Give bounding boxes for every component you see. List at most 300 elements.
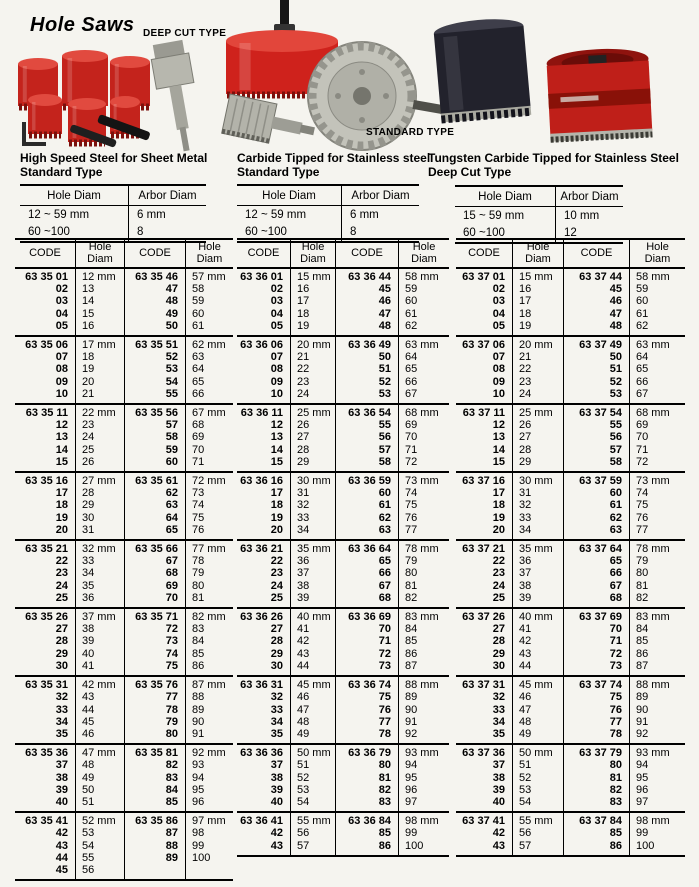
code-cell: 54: [165, 375, 178, 388]
hole-diam-header: [512, 240, 563, 267]
diam-cell: 96: [192, 795, 205, 808]
code-cell: 24: [55, 579, 68, 592]
code-cell: 34: [55, 715, 68, 728]
diam-column: [629, 541, 685, 607]
diam-cell: 31: [82, 523, 95, 536]
diam-cell: 89: [192, 703, 205, 716]
code-column: [335, 337, 398, 403]
diam-cell: 65: [405, 363, 418, 376]
code-cell: 50: [165, 319, 178, 332]
row-block: [15, 607, 233, 675]
spec-header-row: [455, 187, 623, 207]
code-column: [124, 813, 185, 879]
diam-cell: 95: [636, 771, 649, 784]
diam-cell: 93 mm: [636, 747, 670, 760]
code-cell: 63 35 81: [135, 747, 178, 760]
code-cell: 62: [378, 511, 391, 524]
code-column: [124, 677, 185, 743]
code-cell: 77: [165, 691, 178, 704]
code-cell: 57: [165, 419, 178, 432]
code-cell: 42: [492, 827, 505, 840]
code-cell: 63 36 01: [240, 271, 283, 283]
diam-cell: 55 mm: [519, 815, 553, 828]
diam-cell: 48: [82, 759, 95, 772]
code-cell: 53: [165, 363, 178, 376]
diam-cell: 29: [297, 455, 310, 468]
code-cell: 37: [270, 759, 283, 772]
code-cell: 09: [492, 375, 505, 388]
code-cell: 63 37 31: [462, 679, 505, 692]
diam-column: [512, 405, 563, 471]
diam-cell: 26: [297, 419, 310, 432]
diam-word: Diam: [525, 252, 551, 265]
code-cell: 04: [270, 307, 283, 320]
diam-cell: 54: [297, 795, 310, 808]
diam-cell: 93: [192, 759, 205, 772]
diam-cell: 81: [192, 591, 205, 604]
diam-cell: 89: [636, 691, 649, 704]
deep-cut-type-label: DEEP CUT TYPE: [143, 28, 227, 39]
diam-cell: 76: [405, 511, 418, 524]
product-subtitle: Standard Type: [237, 165, 320, 179]
diam-cell: 74: [405, 487, 418, 500]
code-cell: 28: [55, 635, 68, 648]
diam-cell: 20 mm: [297, 339, 331, 352]
diam-cell: 24: [519, 387, 532, 400]
row-block: [237, 811, 449, 855]
code-cell: 38: [492, 771, 505, 784]
diam-cell: 94: [192, 771, 205, 784]
diam-cell: 94: [405, 759, 418, 772]
diam-cell: 73 mm: [636, 475, 670, 488]
code-cell: 70: [165, 591, 178, 604]
diam-cell: 36: [519, 555, 532, 568]
diam-cell: 48: [519, 715, 532, 728]
diam-column: [398, 745, 449, 811]
diam-cell: 44: [82, 703, 95, 716]
diam-cell: 51: [297, 759, 310, 772]
code-cell: 28: [270, 635, 283, 648]
code-cell: 67: [378, 579, 391, 592]
code-cell: 63: [609, 523, 622, 536]
diam-cell: 29: [519, 455, 532, 468]
diam-cell: 26: [82, 455, 95, 468]
diam-cell: 40 mm: [297, 611, 331, 624]
code-cell: 63 35 01: [25, 271, 68, 283]
carbide-tipped-cutter-photo: [222, 94, 318, 152]
code-cell: 76: [378, 703, 391, 716]
red-hole-saw-photo: [546, 47, 653, 142]
diam-cell: 24: [297, 387, 310, 400]
diam-column: [185, 473, 233, 539]
code-cell: 70: [609, 623, 622, 636]
diam-cell: 75: [192, 511, 205, 524]
code-cell: 35: [55, 727, 68, 740]
code-cell: 75: [609, 691, 622, 704]
diam-cell: 58: [192, 283, 205, 296]
diam-cell: 88: [192, 691, 205, 704]
diam-cell: 38: [297, 579, 310, 592]
diam-cell: 39: [297, 591, 310, 604]
spec-table-2: [237, 184, 419, 243]
code-cell: 25: [270, 591, 283, 604]
code-cell: 53: [378, 387, 391, 400]
code-cell: 05: [55, 319, 68, 332]
diam-cell: 72 mm: [192, 475, 226, 488]
row-block: [237, 335, 449, 403]
spec-row: [237, 206, 419, 224]
diam-word: Diam: [411, 252, 437, 265]
diam-cell: 71: [192, 455, 205, 468]
diam-cell: 22: [519, 363, 532, 376]
diam-column: [290, 269, 335, 335]
code-cell: 19: [55, 511, 68, 524]
code-cell: 78: [378, 727, 391, 740]
code-column: [456, 677, 512, 743]
diam-cell: 38: [82, 623, 95, 636]
code-cell: 46: [378, 295, 391, 308]
code-cell: 67: [165, 555, 178, 568]
code-cell: 02: [270, 283, 283, 296]
code-cell: 63: [165, 499, 178, 512]
diam-cell: 38: [519, 579, 532, 592]
code-cell: 80: [378, 759, 391, 772]
diam-cell: 21: [82, 387, 95, 400]
code-cell: 65: [378, 555, 391, 568]
code-cell: 43: [492, 839, 505, 852]
code-column: [237, 473, 290, 539]
product-code-table-3: [456, 238, 685, 857]
code-cell: 78: [165, 703, 178, 716]
spec-header-arbor: Arbor Diam: [341, 186, 419, 205]
code-cell: 44: [55, 851, 68, 864]
code-cell: 19: [270, 511, 283, 524]
code-cell: 68: [165, 567, 178, 580]
code-cell: 03: [270, 295, 283, 308]
code-cell: 63 37 16: [462, 475, 505, 488]
code-cell: 20: [55, 523, 68, 536]
code-cell: 04: [55, 307, 68, 320]
diam-column: [75, 813, 124, 879]
spec-table-1: [20, 184, 206, 243]
spec-header-hole: Hole Diam: [478, 190, 532, 203]
diam-cell: 15 mm: [297, 271, 331, 283]
diam-cell: 31: [519, 487, 532, 500]
diam-cell: 47 mm: [82, 747, 116, 760]
diam-cell: 63: [192, 351, 205, 364]
code-cell: 72: [165, 623, 178, 636]
code-cell: 62: [165, 487, 178, 500]
code-cell: 63 35 66: [135, 543, 178, 556]
code-cell: 69: [165, 579, 178, 592]
code-column: [456, 609, 512, 675]
diam-cell: 83: [192, 623, 205, 636]
code-cell: 63 37 06: [462, 339, 505, 352]
code-column: [15, 813, 75, 879]
diam-cell: 82: [636, 591, 649, 604]
diam-column: [75, 541, 124, 607]
code-column: [335, 473, 398, 539]
diam-column: [512, 813, 563, 855]
diam-cell: 16: [519, 283, 532, 296]
code-cell: 18: [55, 499, 68, 512]
code-cell: 34: [492, 715, 505, 728]
diam-cell: 17: [519, 295, 532, 308]
diam-cell: 42: [297, 635, 310, 648]
diam-cell: 99: [405, 827, 418, 840]
diam-cell: 93 mm: [405, 747, 439, 760]
code-cell: 10: [492, 387, 505, 400]
code-column: [563, 337, 629, 403]
diam-cell: 18: [519, 307, 532, 320]
diam-cell: 61: [636, 307, 649, 320]
diam-cell: 62: [405, 319, 418, 332]
diam-cell: 49: [519, 727, 532, 740]
diam-cell: 16: [82, 319, 95, 332]
code-cell: 63 37 01: [462, 271, 505, 283]
hole-word: Hole: [301, 241, 325, 253]
code-column: [563, 745, 629, 811]
diam-cell: 47: [297, 703, 310, 716]
code-cell: 24: [492, 579, 505, 592]
diam-cell: 86: [636, 647, 649, 660]
code-cell: 46: [609, 295, 622, 308]
code-cell: 63 35 21: [25, 543, 68, 556]
diam-cell: 23: [82, 419, 95, 432]
hole-word: Hole: [646, 241, 669, 253]
diam-column: [629, 609, 685, 675]
code-cell: 03: [492, 295, 505, 308]
code-cell: 63 35 71: [135, 611, 178, 624]
code-cell: 63: [378, 523, 391, 536]
code-column: [124, 541, 185, 607]
code-cell: 37: [55, 759, 68, 772]
code-cell: 02: [55, 283, 68, 296]
table-header-row: [237, 238, 449, 269]
diam-cell: 47: [519, 703, 532, 716]
code-cell: 10: [270, 387, 283, 400]
diam-column: [75, 269, 124, 335]
code-cell: 07: [492, 351, 505, 364]
diam-column: [290, 405, 335, 471]
diam-cell: 30 mm: [297, 475, 331, 488]
diam-cell: 68: [192, 419, 205, 432]
code-cell: 55: [378, 419, 391, 432]
diam-cell: 100: [192, 851, 211, 864]
spec-header-hole: Hole Diam: [262, 189, 316, 202]
code-cell: 75: [165, 659, 178, 672]
code-header: CODE: [247, 246, 280, 259]
diam-cell: 77: [405, 523, 418, 536]
code-cell: 45: [55, 863, 68, 876]
diam-cell: 61: [192, 319, 205, 332]
row-block: [456, 335, 685, 403]
diam-cell: 72: [405, 455, 418, 468]
diam-column: [75, 609, 124, 675]
code-column: [237, 269, 290, 335]
diam-column: [629, 677, 685, 743]
hole-diam-header: [398, 240, 449, 267]
diam-cell: 64: [192, 363, 205, 376]
diam-column: [629, 813, 685, 855]
code-cell: 08: [492, 363, 505, 376]
diam-cell: 92 mm: [192, 747, 226, 760]
code-cell: 71: [378, 635, 391, 648]
code-cell: 78: [609, 727, 622, 740]
code-cell: 63 36 36: [240, 747, 283, 760]
code-cell: 43: [55, 839, 68, 852]
diam-column: [185, 269, 233, 335]
diam-column: [290, 813, 335, 855]
spec-header-row: [20, 186, 206, 206]
code-cell: 63 36 84: [348, 815, 391, 828]
code-cell: 63 35 61: [135, 475, 178, 488]
diam-cell: 90: [405, 703, 418, 716]
diam-cell: 60: [405, 295, 418, 308]
code-cell: 58: [378, 455, 391, 468]
code-cell: 20: [270, 523, 283, 536]
diam-cell: 23: [297, 375, 310, 388]
diam-cell: 68 mm: [636, 407, 670, 420]
diam-cell: 52: [519, 771, 532, 784]
diam-cell: 98 mm: [636, 815, 670, 828]
code-cell: 35: [270, 727, 283, 740]
spec-table-3: [455, 185, 623, 244]
diam-cell: 99: [636, 827, 649, 840]
diam-cell: 55: [82, 851, 95, 864]
diam-cell: 51: [82, 795, 95, 808]
code-cell: 39: [55, 783, 68, 796]
row-block: [456, 471, 685, 539]
diam-cell: 75: [405, 499, 418, 512]
code-column: [15, 745, 75, 811]
diam-cell: 33: [297, 511, 310, 524]
diam-cell: 80: [405, 567, 418, 580]
diam-cell: 36: [82, 591, 95, 604]
row-block: [456, 811, 685, 855]
diam-cell: 35: [82, 579, 95, 592]
product-title: High Speed Steel for Sheet Metal: [20, 151, 208, 165]
code-cell: 45: [378, 283, 391, 296]
diam-column: [398, 405, 449, 471]
diam-cell: 28: [82, 487, 95, 500]
diam-word: Diam: [196, 252, 223, 265]
code-cell: 57: [609, 443, 622, 456]
diam-cell: 58 mm: [405, 271, 439, 283]
diam-cell: 94: [636, 759, 649, 772]
row-block: [237, 607, 449, 675]
code-column: [15, 541, 75, 607]
code-cell: 63 37 64: [579, 543, 622, 556]
code-cell: 63 37 36: [462, 747, 505, 760]
deep-cut-arbor-photo: [149, 39, 206, 152]
code-column: [15, 405, 75, 471]
code-cell: 32: [55, 691, 68, 704]
diam-cell: 48: [297, 715, 310, 728]
spec-hole-value: 12 ~ 59 mm: [245, 209, 307, 221]
diam-cell: 97 mm: [192, 815, 226, 828]
code-cell: 39: [492, 783, 505, 796]
diam-cell: 49: [297, 727, 310, 740]
code-cell: 63 35 16: [25, 475, 68, 488]
main-table: [15, 238, 685, 881]
code-column: [237, 677, 290, 743]
code-column: [124, 609, 185, 675]
diam-cell: 68 mm: [405, 407, 439, 420]
diam-cell: 52 mm: [82, 815, 116, 828]
code-cell: 48: [609, 319, 622, 332]
diam-cell: 20: [82, 375, 95, 388]
code-cell: 20: [492, 523, 505, 536]
diam-column: [185, 337, 233, 403]
code-cell: 63 36 44: [348, 271, 391, 283]
code-cell: 82: [165, 759, 178, 772]
code-column: [124, 745, 185, 811]
code-cell: 12: [270, 419, 283, 432]
code-cell: 63 37 59: [579, 475, 622, 488]
diam-cell: 70: [192, 443, 205, 456]
row-block: [237, 743, 449, 811]
code-cell: 29: [492, 647, 505, 660]
row-block: [456, 269, 685, 335]
diam-cell: 85: [405, 635, 418, 648]
diam-cell: 64: [636, 351, 649, 364]
code-cell: 17: [492, 487, 505, 500]
diam-cell: 34: [82, 567, 95, 580]
code-cell: 29: [55, 647, 68, 660]
diam-cell: 32: [519, 499, 532, 512]
code-cell: 82: [609, 783, 622, 796]
code-cell: 40: [55, 795, 68, 808]
diam-cell: 46: [519, 691, 532, 704]
diam-cell: 86: [405, 647, 418, 660]
code-cell: 37: [492, 759, 505, 772]
code-cell: 63 36 59: [348, 475, 391, 488]
diam-column: [185, 813, 233, 879]
code-cell: 63 36 26: [240, 611, 283, 624]
code-cell: 12: [55, 419, 68, 432]
diam-cell: 56: [519, 827, 532, 840]
spec-arbor-value: 8: [341, 224, 419, 241]
diam-cell: 71: [636, 443, 649, 456]
code-cell: 22: [55, 555, 68, 568]
row-block: [237, 675, 449, 743]
diam-cell: 95: [405, 771, 418, 784]
code-cell: 08: [55, 363, 68, 376]
hole-word: Hole: [88, 241, 112, 253]
diam-cell: 44: [297, 659, 310, 672]
code-cell: 63 36 64: [348, 543, 391, 556]
code-cell: 66: [378, 567, 391, 580]
diam-cell: 83 mm: [636, 611, 670, 624]
diam-cell: 91: [636, 715, 649, 728]
diam-cell: 66: [192, 387, 205, 400]
diam-cell: 72: [636, 455, 649, 468]
code-cell: 33: [492, 703, 505, 716]
code-cell: 14: [270, 443, 283, 456]
diam-word: Diam: [300, 252, 326, 265]
code-column: [563, 813, 629, 855]
diam-cell: 37 mm: [82, 611, 116, 624]
table-header-row: [15, 238, 233, 269]
code-cell: 52: [378, 375, 391, 388]
diam-cell: 45: [82, 715, 95, 728]
code-cell: 14: [55, 443, 68, 456]
hole-saw-set-photo: [18, 50, 151, 148]
code-column: [15, 609, 75, 675]
row-block: [15, 675, 233, 743]
code-cell: 50: [378, 351, 391, 364]
